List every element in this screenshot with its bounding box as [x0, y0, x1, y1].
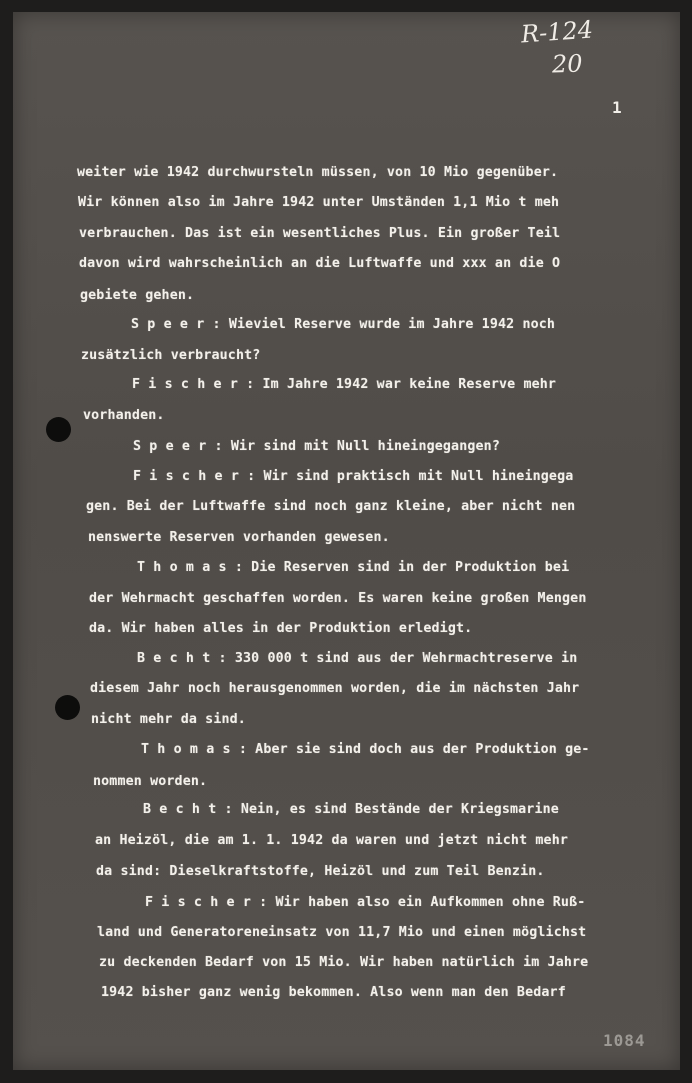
text-line: vorhanden.	[83, 408, 165, 423]
page-number: 1	[612, 98, 622, 117]
handwritten-page-number: 20	[551, 49, 584, 79]
handwritten-reference: R-124	[520, 15, 594, 49]
text-line: F i s c h e r : Wir haben also ein Aufkommen ohne Ruß-	[145, 895, 586, 910]
text-line: land und Generatoreneinsatz von 11,7 Mio und einen möglichst	[97, 925, 587, 940]
text-line: 1942 bisher ganz wenig bekommen. Also wenn man den Bedarf	[101, 985, 566, 1000]
text-line: nommen worden.	[93, 774, 208, 789]
text-line: Wir können also im Jahre 1942 unter Umständen 1,1 Mio t meh	[78, 195, 560, 210]
text-line: verbrauchen. Das ist ein wesentliches Plus. Ein großer Teil	[79, 226, 561, 241]
text-line: diesem Jahr noch herausgenommen worden, die im nächsten Jahr	[90, 681, 580, 696]
text-line: nicht mehr da sind.	[91, 712, 246, 727]
text-line: da sind: Dieselkraftstoffe, Heizöl und zum Teil Benzin.	[96, 864, 545, 879]
text-line: F i s c h e r : Wir sind praktisch mit Null hineingega	[133, 469, 574, 484]
text-line: da. Wir haben alles in der Produktion erledigt.	[89, 621, 473, 636]
text-line: T h o m a s : Die Reserven sind in der Produktion bei	[137, 560, 570, 575]
text-line: S p e e r : Wieviel Reserve wurde im Jahre 1942 noch	[131, 317, 556, 332]
text-line: gebiete gehen.	[80, 288, 195, 303]
text-line: davon wird wahrscheinlich an die Luftwaffe und xxx an die O	[79, 256, 561, 271]
text-line: B e c h t : Nein, es sind Bestände der Kriegsmarine	[143, 802, 559, 817]
text-line: B e c h t : 330 000 t sind aus der Wehrmachtreserve in	[137, 651, 578, 666]
text-line: T h o m a s : Aber sie sind doch aus der Produktion ge-	[141, 742, 590, 757]
text-line: gen. Bei der Luftwaffe sind noch ganz kleine, aber nicht nen	[86, 499, 576, 514]
text-line: zu deckenden Bedarf von 15 Mio. Wir haben natürlich im Jahre	[99, 955, 589, 970]
text-line: F i s c h e r : Im Jahre 1942 war keine Reserve mehr	[132, 377, 557, 392]
text-line: zusätzlich verbraucht?	[81, 348, 261, 363]
text-line: der Wehrmacht geschaffen worden. Es waren keine großen Mengen	[89, 591, 587, 606]
archive-number: 1084	[603, 1031, 646, 1050]
text-line: weiter wie 1942 durchwursteln müssen, von 10 Mio gegenüber.	[77, 165, 559, 180]
text-line: an Heizöl, die am 1. 1. 1942 da waren und jetzt nicht mehr	[95, 833, 569, 848]
text-line: S p e e r : Wir sind mit Null hineingegangen?	[133, 439, 500, 454]
text-line: nenswerte Reserven vorhanden gewesen.	[88, 530, 390, 545]
